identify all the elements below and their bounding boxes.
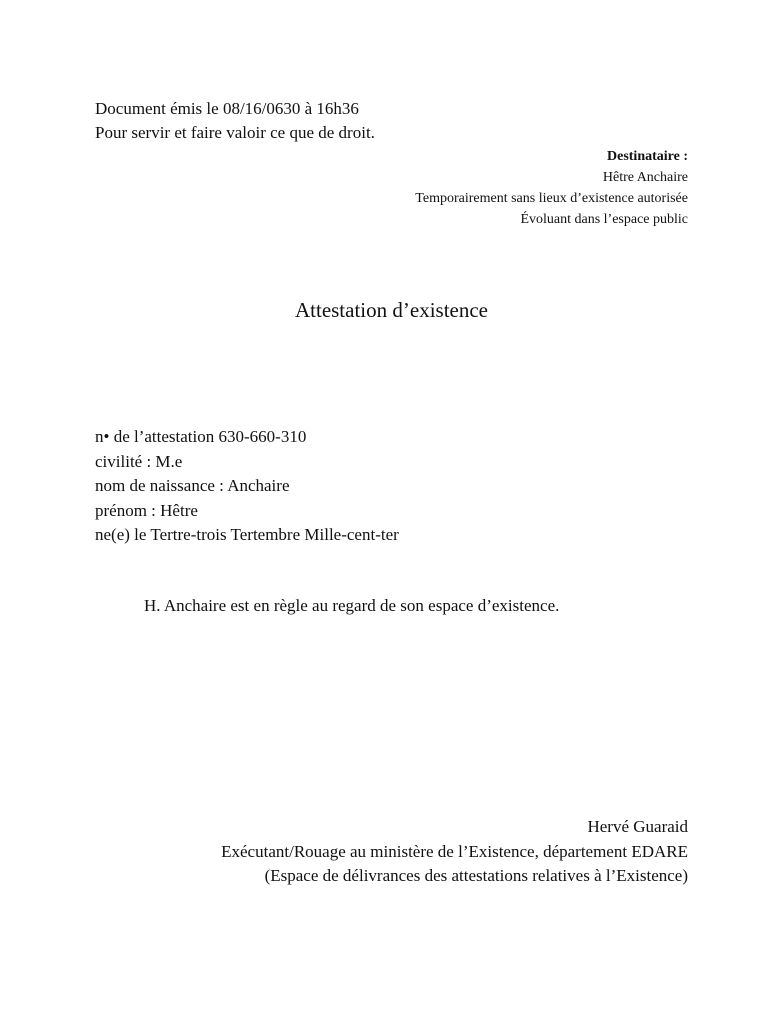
recipient-location: Évoluant dans l’espace public xyxy=(520,212,688,227)
birth-name: nom de naissance : Anchaire xyxy=(95,476,290,495)
signatory-department: (Espace de délivrances des attestations relatives à l’Existence) xyxy=(264,866,688,885)
signatory-role: Exécutant/Rouage au ministère de l’Existence, département EDARE xyxy=(221,841,688,861)
signature-block xyxy=(48,815,688,889)
birth-date: ne(e) le Tertre-trois Tertembre Mille-cent-ter xyxy=(95,525,399,544)
attestation-number: n• de l’attestation 630-660-310 xyxy=(95,427,307,446)
attestation-details xyxy=(95,425,399,548)
purpose-line: Pour servir et faire valoir ce que de droit. xyxy=(95,123,375,142)
recipient-status: Temporairement sans lieux d’existence autorisée xyxy=(415,191,688,206)
recipient-label: Destinataire : xyxy=(607,149,688,164)
signatory-name: Hervé Guaraid xyxy=(587,817,688,836)
first-name: prénom : Hêtre xyxy=(95,500,198,520)
issue-date-line: Document émis le 08/16/0630 à 16h36 xyxy=(95,99,359,118)
recipient-block xyxy=(128,146,688,230)
document-title: Attestation d’existence xyxy=(294,298,489,322)
civility: civilité : M.e xyxy=(95,451,183,471)
attestation-statement: H. Anchaire est en règle au regard de son espace d’existence. xyxy=(144,596,560,615)
recipient-name: Hêtre Anchaire xyxy=(602,170,688,185)
document-header xyxy=(95,97,375,145)
